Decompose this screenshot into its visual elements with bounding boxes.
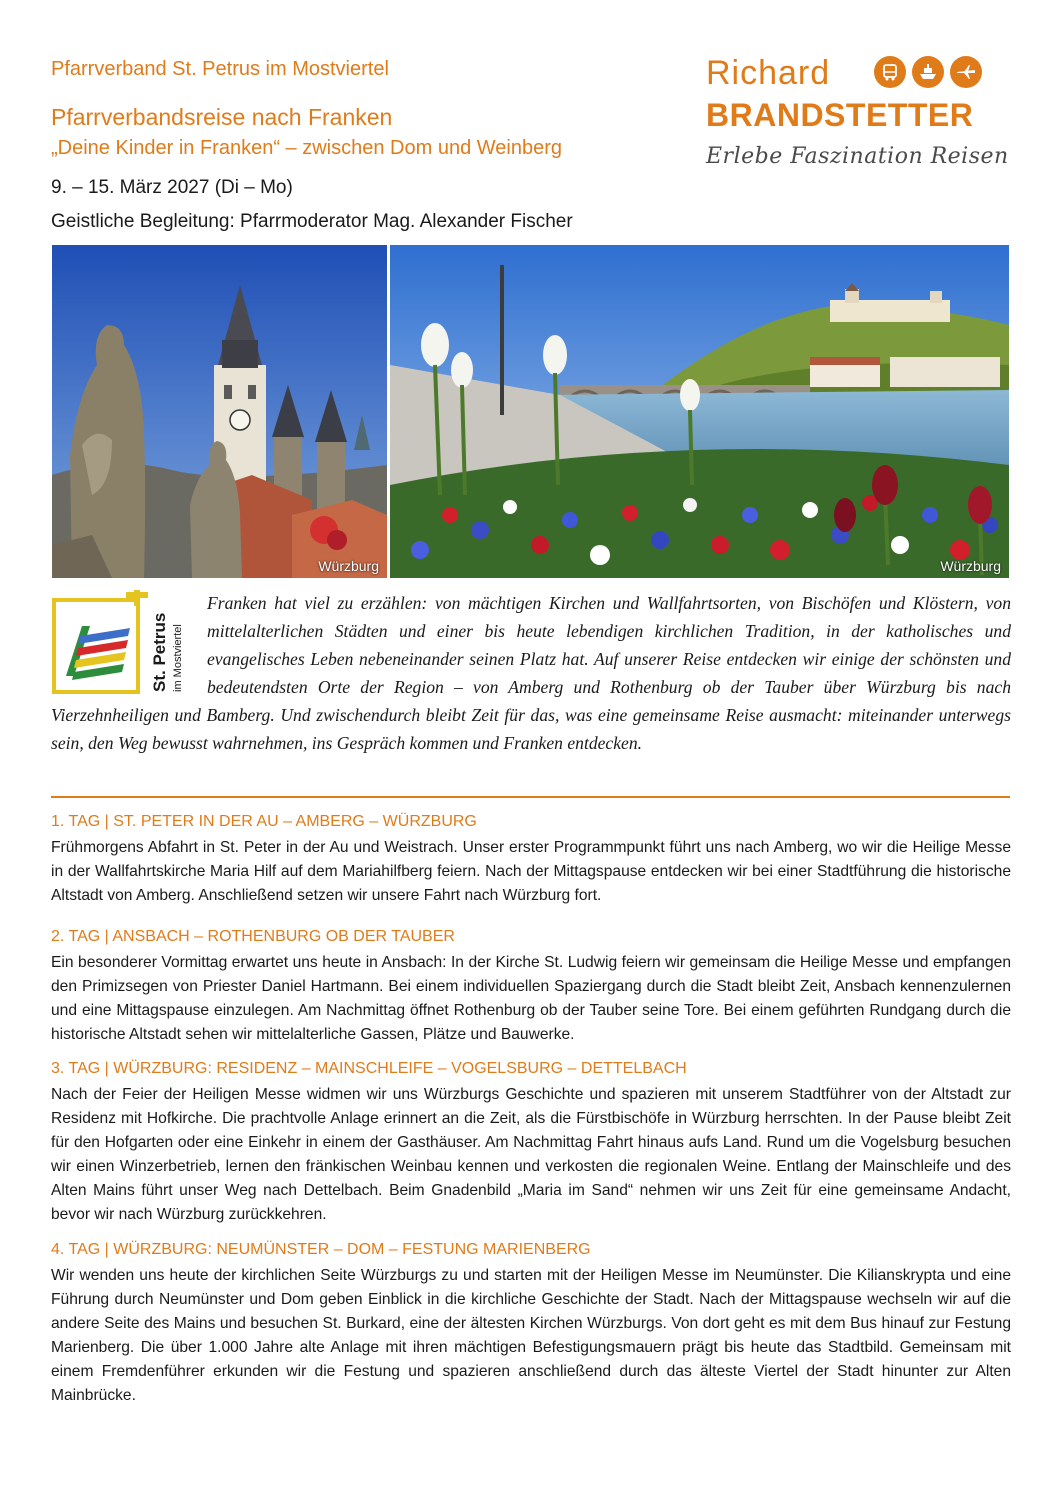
photo-caption: Würzburg [940, 558, 1001, 574]
photo-wuerzburg-river-flowers [390, 245, 1009, 578]
brandstetter-logo [706, 54, 1016, 174]
day-2-heading: 2. TAG | ANSBACH – ROTHENBURG OB DER TAUBER [51, 928, 455, 945]
brand-icons [874, 56, 982, 88]
parish-logo-line2: im Mostviertel [172, 624, 184, 692]
brand-name-last: BRANDSTETTER [706, 97, 974, 133]
ship-icon [912, 56, 944, 88]
trip-subtitle: „Deine Kinder in Franken“ – zwischen Dom und Weinberg [51, 137, 562, 159]
day-4-text: Wir wenden uns heute der kirchlichen Seite Würzburgs zu und starten mit der Heiligen Messe im Neumünster. Die Kilianskrypta und eine Führung durch Neumünster und Dom geben Einblick in die kirchliche Geschichte der Stadt. Nach der Mittagspause wechseln wir auf die andere Seite des Mains und besuchen St. Burkard, eine der ältesten Kirchen Würzburgs. Von dort geht es mit dem Bus hinauf zur Festung Marienberg. Die über 1.000 Jahre alte Anlage mit ihren mächtigen Befestigungsmauern prägt bis heute das Stadtbild. Gemeinsam mit einem Fremdenführer erkunden wir die Festung und spazieren anschließend durch das älteste Viertel der Stadt hinunter zur Alten Mainbrücke. [51, 1267, 1011, 1404]
brand-tagline: Erlebe Faszination Reisen [706, 144, 1009, 169]
brand-name-first: Richard [706, 54, 831, 92]
plane-icon [950, 56, 982, 88]
bus-icon [874, 56, 906, 88]
intro-text: Franken hat viel zu erzählen: von mächtigen Kirchen und Wallfahrtsorten, von Bischöfen und Klöstern, von mittelalterlichen Städten und einer bis heute lebendigen kirchlichen Tradition, in der katholisches und evangelisches Leben nebeneinander seinen Platz hat. Auf unserer Reise entdecken wir einige der schönsten und bedeutendsten Orte der Region – von Amberg und Rothenburg ob der Tauber über Würzburg bis nach Vierzehnheiligen und Bamberg. Und zwischendurch bleibt Zeit für das, was eine gemeinsame Reise ausmacht: miteinander unterwegs sein, den Weg bewusst wahrnehmen, ins Gespräch kommen und Franken entdecken. [51, 593, 1011, 753]
day-3-heading: 3. TAG | WÜRZBURG: RESIDENZ – MAINSCHLEIFE – VOGELSBURG – DETTELBACH [51, 1060, 687, 1077]
trip-title: Pfarrverbandsreise nach Franken [51, 104, 393, 130]
organisation-name: Pfarrverband St. Petrus im Mostviertel [51, 58, 389, 80]
parish-logo-line1: St. Petrus [150, 612, 169, 692]
trip-dates: 9. – 15. März 2027 (Di – Mo) [51, 177, 293, 198]
day-4-heading: 4. TAG | WÜRZBURG: NEUMÜNSTER – DOM – FESTUNG MARIENBERG [51, 1241, 591, 1258]
photo-caption: Würzburg [318, 558, 379, 574]
day-1-text: Frühmorgens Abfahrt in St. Peter in der Au und Weistrach. Unser erster Programmpunkt führt uns nach Amberg, wo wir die Heilige Messe in der Wallfahrtskirche Maria Hilf auf dem Mariahilfberg feiern. Nach der Mittagspause entdecken wir bei einer Stadtführung die historische Altstadt von Amberg. Anschließend setzen wir unsere Fahrt nach Würzburg fort. [51, 839, 1011, 904]
section-divider [51, 796, 1010, 798]
photo-wuerzburg-towers [52, 245, 387, 578]
intro-paragraph [51, 589, 1011, 757]
day-2-text: Ein besonderer Vormittag erwartet uns heute in Ansbach: In der Kirche St. Ludwig feiern wir gemeinsam die Heilige Messe und empfangen den Primizsegen von Priester Daniel Hartmann. Bei einem individuellen Spaziergang durch die Stadt bleibt Zeit, Ansbach kennenzulernen und eine Mittagspause einzulegen. Am Nachmittag öffnet Rothenburg ob der Tauber seine Tore. Bei einem geführten Rundgang durch die historische Altstadt sehen wir mittelalterliche Gassen, Plätze und Bauwerke. [51, 954, 1011, 1043]
day-3-text: Nach der Feier der Heiligen Messe widmen wir uns Würzburgs Geschichte und spazieren mit unserem Stadtführer von der Altstadt zur Residenz mit Hofkirche. Die prachtvolle Anlage erinnert an die Zeit, als die Fürstbischöfe in Würzburg herrschten. In der Pause bleibt Zeit für den Hofgarten oder eine Einkehr in einem der Gasthäuser. Am Nachmittag Fahrt hinaus aufs Land. Rund um die Vogelsburg besuchen wir einen Winzerbetrieb, lernen den fränkischen Weinbau kennen und verkosten die regionalen Weine. Entlang der Mainschleife und des Alten Mains führt unser Weg nach Dettelbach. Beim Gnadenbild „Maria im Sand“ nehmen wir uns Zeit für eine gemeinsame Andacht, bevor wir nach Würzburg zurückkehren. [51, 1086, 1011, 1223]
day-1-heading: 1. TAG | ST. PETER IN DER AU – AMBERG – WÜRZBURG [51, 813, 477, 830]
spiritual-guide: Geistliche Begleitung: Pfarrmoderator Mag. Alexander Fischer [51, 211, 573, 232]
